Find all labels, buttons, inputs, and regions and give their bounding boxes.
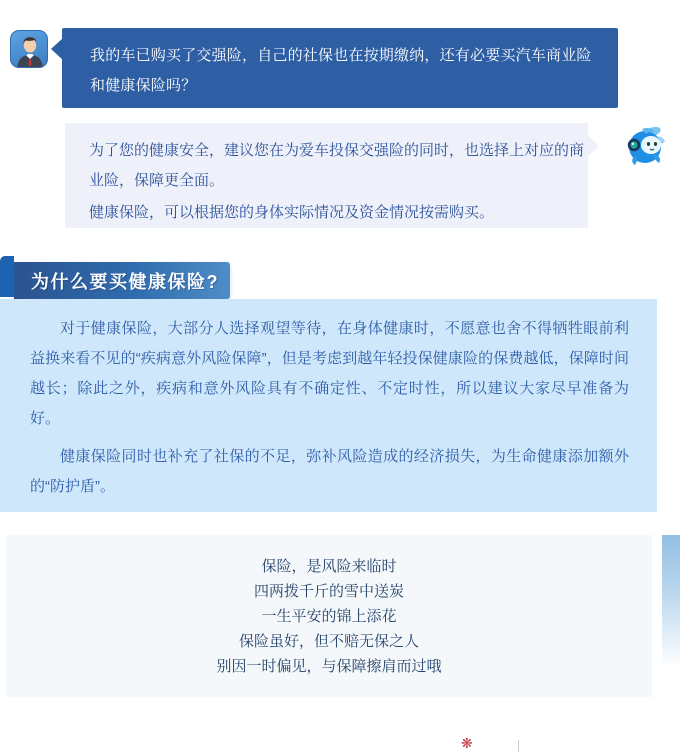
mascot-icon [622,126,668,168]
header-accent-tab [0,256,14,297]
poem-line-2: 四两拨千斤的雪中送炭 [253,583,404,600]
flower-icon: ❋ [461,735,473,751]
answer-paragraph-1: 为了您的健康安全，建议您在为爱车投保交强险的同时，也选择上对应的商业险，保障更全面。 [89,142,585,189]
decorative-gradient-bar [662,535,680,667]
section-title-banner [14,262,230,299]
poem-line-4: 保险虽好，但不赔无保之人 [238,633,419,650]
footer-divider [518,740,519,752]
person-icon [11,31,48,68]
article-paragraph-2: 健康保险同时也补充了社保的不足，弥补风险造成的经济损失，为生命健康添加额外的“防护盾”。 [30,448,629,495]
poem-line-5: 别因一时偏见，与保障擦肩而过哦 [216,658,442,675]
question-bubble [62,28,618,108]
poem-line-1: 保险，是风险来临时 [261,558,397,575]
article-panel [0,299,657,512]
answer-bubble [65,123,588,228]
article-paragraph-1: 对于健康保险，大部分人选择观望等待，在身体健康时，不愿意也舍不得牺牲眼前利益换来看不见的“疾病意外风险保障”，但是考虑到越年轻投保健康险的保费越低，保障时间越长；除此之外，疾病和意外风险具有不确定性、不定时性，所以建议大家尽早准备为好。 [30,320,629,427]
question-text: 我的车已购买了交强险，自己的社保也在按期缴纳，还有必要买汽车商业险和健康保险吗？ [90,47,592,94]
bubble-tail-right [587,135,599,157]
answer-paragraph-2: 健康保险，可以根据您的身体实际情况及资金情况按需购买。 [89,204,495,221]
poem-line-3: 一生平安的锦上添花 [261,608,397,625]
section-title: 为什么要买健康保险? [31,271,219,292]
bubble-tail-left [51,38,63,60]
poem-box [6,535,652,697]
user-avatar [10,30,48,68]
